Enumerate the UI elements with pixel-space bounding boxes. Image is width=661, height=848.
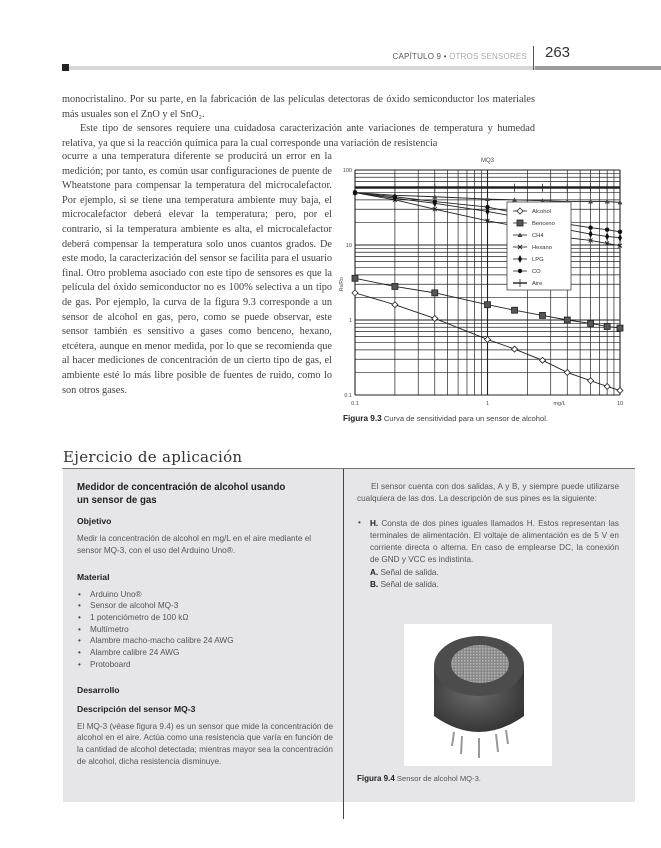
chart-svg [335,152,635,414]
marker-circle [588,226,592,230]
figure-9-3-caption [343,414,548,423]
marker-diamond-filled [605,232,609,240]
exercise-rule [62,468,635,469]
material-item: • Alambre macho-macho calibre 24 AWG [77,635,333,647]
marker-square [604,323,610,329]
legend-entry: CH4 [532,233,544,239]
marker-circle [433,199,437,203]
header-rule-accent [535,66,661,70]
bullet: • [358,517,361,527]
development-title: Desarrollo [77,684,120,695]
sensor-description-text: El MQ-3 (véase figura 9.4) es un sensor que mide la concentración de alcohol en el aire. Actúa como una resistencia que varía en función de la cantidad de alcohol detectada; mientras mayor sea la concentración de alcohol, dicha resistencia disminuye. [77,721,333,766]
material-item: • Arduino Uno® [77,589,333,601]
marker-diamond [392,302,398,308]
pin-b-description [370,579,619,591]
objective-text: Medir la concentración de alcohol en mg/L en el aire mediante el sensor MQ-3, con el uso del Arduino Uno®. [77,534,312,555]
marker-square [352,275,358,281]
exercise-right-column [357,481,619,591]
pin-b-label: B. [370,580,379,590]
sensor-image [404,624,552,766]
y-tick-label: 0.1 [344,393,352,399]
marker-square [485,302,491,308]
marker-diamond [604,383,610,389]
marker-diamond [617,387,623,393]
marker-square [539,312,545,318]
marker-diamond [539,357,545,363]
pin-list [357,518,619,592]
x-tick-label: 0.1 [351,401,359,407]
legend-entry: Benceno [532,221,555,227]
pin-h-label: H. [370,518,379,528]
marker-square [617,325,623,331]
marker-square [588,320,594,326]
exercise-column-divider [343,469,344,819]
mq3-sensor-photo [404,624,552,766]
x-tick-label: 1 [485,401,490,407]
figure-9-3-label: Figura 9.3 [343,414,382,423]
material-item: • 1 potenciómetro de 100 kΩ [77,612,333,624]
pin-a-text: Señal de salida. [380,567,439,577]
x-axis-label: mg/L [553,401,566,407]
material-item: • Alambre calibre 24 AWG [77,647,333,659]
sensor-description-title: Descripción del sensor MQ-3 [77,703,196,714]
material-item: • Multímetro [77,624,333,636]
figure-9-4-text: Sensor de alcohol MQ-3. [396,774,481,783]
intro-text [62,93,535,151]
legend-entry: Alcohol [532,209,552,215]
material-item: • Sensor de alcohol MQ-3 [77,600,333,612]
figure-9-4-caption [357,774,481,783]
marker-diamond-filled [589,230,593,238]
chapter-label: CAPÍTULO 9 • [392,52,447,61]
legend-entry: Hexano [532,245,552,251]
pin-b-text: Señal de salida. [380,580,439,590]
x-tick-label: 10 [616,401,624,407]
pin-h-description [370,518,619,567]
marker-square [432,290,438,296]
marker-diamond [352,290,358,296]
y-tick-label: 100 [342,168,352,174]
material-title: Material [77,571,110,582]
exercise-left-column [77,481,333,768]
y-tick-label: 10 [345,243,352,249]
pin-a-label: A. [370,567,379,577]
marker-square [517,220,523,226]
material-list [77,589,333,671]
figure-9-3-text: Curva de sensitividad para un sensor de alcohol. [383,414,549,423]
running-head [393,52,527,61]
intro-paragraph-2: Este tipo de sensores requiere una cuidadosa caracterización ante variaciones de temperatura y humedad relativa, ya que si la reacción química para la cual corresponde una variación de resistencia [62,123,535,149]
marker-circle [618,230,622,234]
marker-diamond [564,369,570,375]
marker-circle [518,269,522,273]
figure-9-4-label: Figura 9.4 [357,774,395,783]
left-column-text: ocurre a una temperatura diferente se producirá un error en la medición; por tanto, es común usar configuraciones de puente de Wheatstone para compensar la temperatura del microcalefactor. Por ejemplo, si se tiene una temperatura ambiente muy baja, el microcalefactor deberá elevar la temperatura; pero, por el contrario, si la temperatura ambiente es alta, el microcalefactor deberá compensar la temperatura solo unos cuantos grados. De este modo, la caracterización del sensor se facilita para el usuario final. Otro problema asociado con este tipo de sensores es que la película del óxido semiconductor no es 100% selectiva a un tipo de gas. Por ejemplo, la curva de la figura 9.3 corresponde a un sensor de alcohol en gas, pero, como se puede observar, este sensor también es sensitivo a gases como benceno, hexano, etcétera, aunque en menor medida, por lo que se recomienda que al hacer mediciones de concentración de un cierto tipo de gas, el ambiente esté lo más libre posible de fuentes de ruido, como lo son otros gases. [62,151,332,396]
marker-diamond [512,346,518,352]
legend-entry: LPG [532,257,544,263]
material-item: • Protoboard [77,659,333,671]
intro-paragraph-1: monocristalino. Por su parte, en la fabricación de las películas detectoras de óxido semiconductor los materiales más usuales son el ZnO y el SnO₂. [62,94,535,120]
pin-h-text: Consta de dos pines iguales llamados H. Estos representan las terminales de alimentación. El voltaje de alimentación es de 5 V en corriente directa o alterna. En caso de emplearse DC, la conexión de GND y VCC es indistinta. [370,518,619,565]
marker-circle [605,227,609,231]
marker-diamond-filled [618,234,622,242]
sensitivity-chart [335,152,635,430]
y-axis-label: Rs/Ro [339,277,345,292]
legend-entry: Aire [532,281,543,287]
marker-diamond [588,378,594,384]
marker-circle [485,205,489,209]
chart-title: MQ3 [480,158,495,164]
objective-title: Objetivo [77,516,112,526]
legend-entry: CO [532,269,541,275]
exercise-heading: Medidor de concentración de alcohol usando un sensor de gas [77,482,286,506]
marker-square [564,317,570,323]
y-tick-label: 1 [348,318,352,324]
marker-square [512,307,518,313]
marker-square [392,283,398,289]
header-divider [533,46,534,70]
sensor-outputs-intro: El sensor cuenta con dos salidas, A y B, y siempre puede utilizarse cualquiera de las dos. La descripción de sus pines es la siguiente: [357,482,619,504]
pin-a-description [370,567,619,579]
marker-diamond [485,336,491,342]
page-number: 263 [545,44,571,61]
header-marker [62,64,69,71]
exercise-section-title: Ejercicio de aplicación [63,448,243,466]
chapter-name: OTROS SENSORES [449,52,527,61]
marker-circle [393,195,397,199]
